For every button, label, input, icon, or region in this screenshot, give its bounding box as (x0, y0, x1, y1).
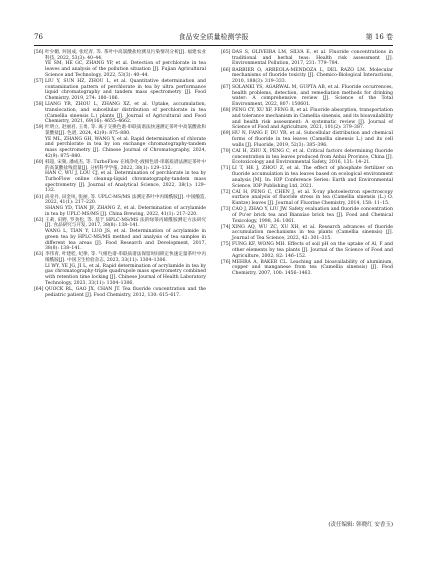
reference-text-chinese: 尚亚丹, 田金凤, 张丽, 等. UPLC-MS/MS 法测定茶叶中丙烯酰胺[J]. 中国酿造, 2022, 41(1): 217–220. (45, 194, 206, 206)
reference-number: [64] (34, 286, 44, 292)
reference-number: [58] (34, 102, 44, 108)
reference-number: [69] (221, 131, 231, 137)
references-left-column (34, 50, 206, 299)
reference-text-english: HU N, FANG F, DU YR, et al. Subcellular distribution and chemical forms of fluoride in tea leaves (Camellia sinensis L.) and its cell walls [J]. Fluoride, 2019, 52(3): 385–396. (232, 131, 393, 148)
reference-number: [74] (221, 224, 231, 230)
reference-item (34, 287, 206, 298)
reference-item (221, 68, 393, 85)
reference-number: [76] (221, 259, 231, 265)
reference-item (34, 50, 206, 79)
reference-text-chinese: 叶明立, 赵丽君, 王勇, 等. 离子交换色谱-串联质谱法快速测定茶叶中高氯酸盐和氯酸盐[J]. 色谱, 2024, 42(9): 875–880. (45, 125, 206, 137)
reference-text-english: CAI H, PENG C, CHEN J, et al. X-ray photoelectron spectroscopy surface analysis of fluoride stress in tea (Camellia sinensis (L.) O. Kuntze) leaves [J]. Journal of Fluorine Chemistry, 2014, 158: 11–15. (232, 189, 393, 207)
reference-text-english: LIU Y, SUN HZ, ZHOU L, et al. Quantitative determination and contamination pattern of perchlorate in tea by ultra performance liquid chromatography and tandem mass spectrometry [J]. Food Chemistry, 2019, 274: 180–186. (45, 78, 206, 102)
reference-item (34, 195, 206, 218)
reference-item (221, 149, 393, 166)
volume-label: 第 16 卷 (365, 33, 393, 41)
reference-item (34, 218, 206, 252)
page-header (34, 30, 393, 44)
reference-item (221, 190, 393, 207)
reference-number: [68] (221, 108, 231, 114)
reference-item (221, 131, 393, 148)
reference-text-chinese: 王莉, 田野, 罗劲松, 等. 基于 HPLC-MS/MS 法的绿茶丙烯酰胺测定方法研究[J]. 食品研究与开发, 2017, 38(8): 138–141. (45, 217, 206, 229)
reference-number: [59] (34, 125, 44, 131)
reference-text-english: XING AQ, WU ZC, XU XH, et al. Research advances of fluoride accumulation mechanisms in tea plants (Camellia sinensis) [J]. Journal of Tea Science, 2022, 42: 301–315. (232, 224, 393, 242)
page-number: 76 (34, 33, 43, 41)
reference-text-english: HAN C, WU J, LOU CJ, et al. Determination of perchlorate in tea by TurboFlow online cleanup-liquid chromatography-tandem mass spectrometry [J]. Journal of Analytical Science, 2022, 38(1): 129–132. (45, 171, 206, 194)
reference-text-english: LI T, HE J, ZHOU Z, et al. The effect of phosphate fertilizer on fluoride accumulation in tea leaves based on ecological environment analysis [M]. In: IOP Conference Series: Earth and Environmental Science. IOP Publishing Ltd, 2021. (232, 166, 393, 189)
reference-text-english: LI WY, YE JG, JI L, et al. Rapid determination of acrylamide in tea by gas chromatography-triple quadrupole mass spectrometry combined with retention time locking [J]. Chinese Journal of Health Laboratory Technology, 2023, 33(11): 1304–1306. (45, 263, 206, 286)
reference-text-english: YE ML, ZHANG GH, WANG Y, et al. Rapid determination of chlorate and perchlorate in tea by ion exchange chromatography-tandem mass spectrometry [J]. Chinese Journal of Chromatography, 2024, 42(9): 875–880. (45, 136, 206, 159)
reference-item (221, 225, 393, 242)
reference-item (221, 166, 393, 189)
reference-text-english: FUNG KF, WONG MH. Effects of soil pH on the uptake of Al, F and other elements by tea plants [J]. Journal of the Science of Food and Agriculture, 2002, 82: 146–152. (232, 242, 393, 259)
reference-number: [61] (34, 194, 44, 200)
reference-item (34, 160, 206, 194)
reference-number: [60] (34, 159, 44, 165)
reference-item (221, 260, 393, 277)
reference-text-english: PENG CY, XU XF, FENG R, et al. Fluoride absorption, transportation and tolerance mechanism in Camellia sinensis, and its bioavailability and health risk assessment: A systematic review [J]. Journal of Science of Food and Agriculture, 2021, 101(2): 379–387. (232, 108, 393, 131)
reference-text-english: SHANG YD, TIAN JF, ZHANG Z, et al. Determination of acrylamide in tea by UPLC-MS/MS [J]. China Brewing, 2022, 41(1): 217–220. (45, 205, 206, 217)
reference-text-english: WANG L, TIAN Y, LUO JS, et al. Determination of acrylamide in green tea by HPLC-MS/MS method and analysis of tea samples in different tea areas [J]. Food Research and Development, 2017, 38(8): 138–141. (45, 229, 206, 252)
reference-number: [63] (34, 252, 44, 258)
reference-number: [73] (221, 207, 231, 213)
reference-text-english: SOLANKI YS, AGARWAL M, GUPTA AB, et al. Fluoride occurrences, health problems, detection, and remediation methods for drinking water: A comprehensive review [J]. Science of the Total Environment, 2022, 807: 150601. (232, 85, 393, 108)
reference-number: [75] (221, 242, 231, 248)
journal-title: 食品安全质量检测学报 (178, 33, 249, 41)
reference-item (221, 242, 393, 259)
reference-number: [66] (221, 67, 231, 73)
references-right-column (221, 50, 393, 277)
reference-text-english: MEHRA A, BAKER CL. Leaching and bioavailability of aluminium, copper and manganese from tea (Camellia sinensis) [J]. Food Chemistry, 2007, 100: 1456–1463. (232, 259, 393, 277)
reference-text-english: QUOCK RL, GAO JX, CHAN JT. Tea fluoride concentration and the pediatric patient [J]. Food Chemistry, 2012, 130: 615–617. (45, 286, 206, 298)
reference-item (34, 79, 206, 102)
reference-number: [62] (34, 217, 44, 223)
reference-number: [65] (221, 50, 231, 55)
reference-text-english: CAI H, ZHU X, PENG C, et al. Critical factors determining fluoride concentration in tea leaves produced from Anhui Province, China [J]. Ecotoxicology and Environmental Safety, 2016, 131: 14–21. (232, 148, 393, 166)
editor-note: (责任编辑: 韩晓红 安香玉) (328, 522, 393, 528)
reference-text-chinese: 叶少媚, 何国成, 张纪青, 等. 茶叶中高氯酸盐检测及污染情况分析[J]. 福建农业科技, 2022, 53(3): 40–44. (45, 50, 206, 61)
reference-text-english: LIANG YR, ZHOU L, ZHANG XZ, et al. Uptake, accumulation, translocation, and subcellular distribution of perchlorate in tea (Camellia sinensis L.) plants [J]. Journal of Agricultural and Food Chemistry, 2021, 69(16): 4655–4662. (45, 102, 206, 125)
reference-item (221, 108, 393, 131)
reference-item (221, 85, 393, 108)
reference-item (221, 207, 393, 224)
references-body (34, 50, 393, 549)
reference-number: [71] (221, 166, 231, 172)
reference-text-english: BARBIER O, ARREOLA-MENDOZA L, DEL RAZO LM. Molecular mechanisms of fluoride toxicity [J]. Chemico-Biological Interactions, 2010, 188(3): 319–333. (232, 67, 393, 84)
header-rule (34, 45, 393, 46)
reference-text-chinese: 韩超, 宋频, 潘成杰, 等. TurboFlow 在线净化-液相色谱-串联质谱法测定茶叶中的高氯酸盐残留量[J]. 分析科学学报, 2022, 38(1): 129–132. (45, 159, 206, 171)
reference-number: [67] (221, 85, 231, 90)
reference-item (34, 102, 206, 125)
reference-number: [72] (221, 189, 231, 195)
reference-number: [57] (34, 78, 44, 84)
reference-item (221, 50, 393, 67)
reference-text-chinese: 李伟青, 叶建桂, 纪律, 等. 气相色谱-串联质谱法保留时间锁定快速定量茶叶中丙烯酰胺[J]. 中国卫生检验杂志, 2023, 33(11): 1304–1306. (45, 252, 206, 264)
reference-number: [70] (221, 148, 231, 154)
reference-text-english: CAO J, ZHAO Y, LIU JW. Safety evaluation and fluoride concentration of Pu'er brick tea and Bianxiao brick tea [J]. Food and Chemical Toxicology, 1998, 36: 1061. (232, 207, 393, 224)
reference-item (34, 125, 206, 159)
reference-text-english: YE SM, HE GC, ZHANG YP, et al. Detection of perchlorate in tea leaves and analysis of the pollution situation [J]. Fujian Agricultural Science and Technology, 2022, 53(3): 40–44. (45, 61, 206, 78)
reference-text-english: DAS S, OLIVEIRA LM, SILVA E, et al. Fluoride concentrations in traditional and herbal teas: Health risk assessment [J]. Environmental Pollution, 2017, 231: 779–784. (232, 50, 393, 67)
reference-number: [56] (34, 50, 44, 55)
reference-item (34, 252, 206, 286)
